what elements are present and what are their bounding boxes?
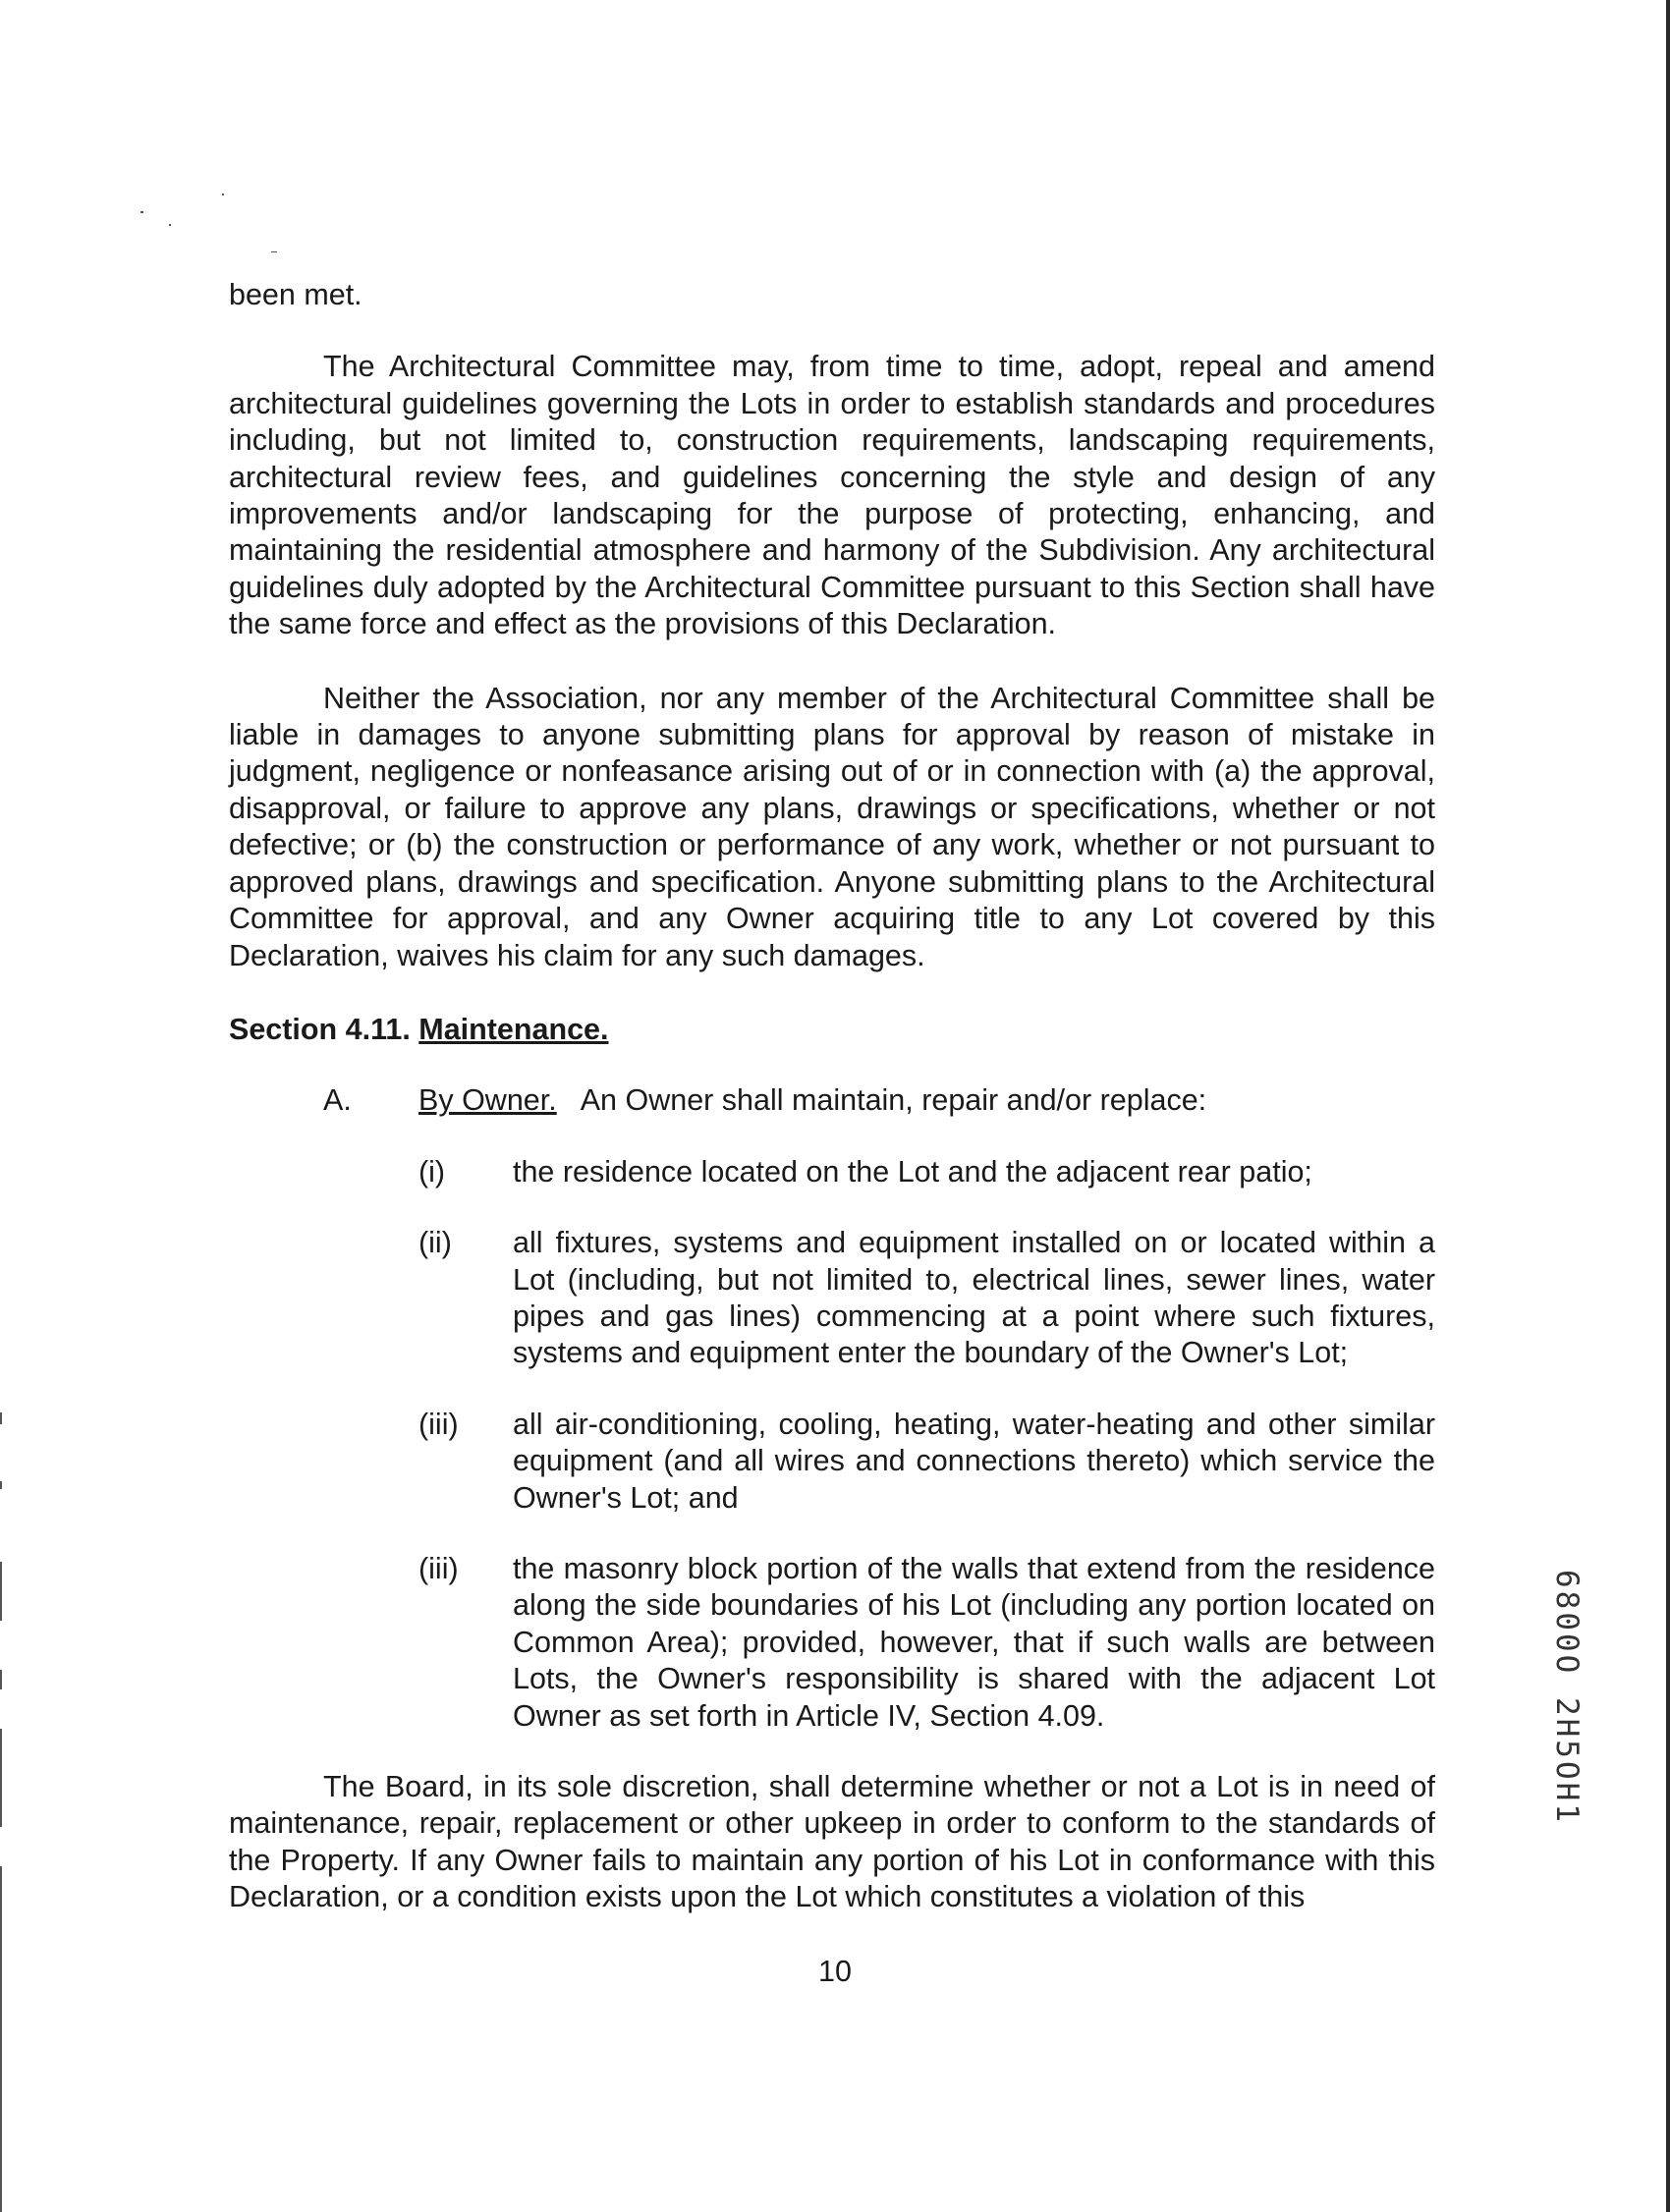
list-item-number: (iii) (418, 1551, 459, 1585)
scan-speck (169, 224, 171, 226)
page-edge-border (1666, 0, 1670, 2212)
list-item (229, 1551, 1435, 1735)
bates-stamp: 6800O 2H5OH1 (1549, 1570, 1585, 1825)
scan-edge-mark (0, 1412, 2, 1424)
list-item (229, 1225, 1435, 1372)
list-item (229, 1407, 1435, 1517)
scan-edge-mark (0, 1481, 2, 1489)
list-item-number: (ii) (418, 1226, 452, 1260)
document-body (229, 277, 1435, 1916)
subsection-letter: A. (323, 1083, 352, 1118)
subsection-title: By Owner. (418, 1083, 557, 1118)
scan-edge-mark (0, 1670, 2, 1689)
list-item-number: (i) (418, 1154, 446, 1189)
list-item-number: (iii) (418, 1407, 459, 1441)
list-item-text: the masonry block portion of the walls that extend from the residence along the side boundaries of his Lot (including any portion located on Common Area); provided, however, that if such walls are between Lots, the Owner's responsibility is shared with the adjacent Lot Owner as set forth in Article IV, Section 4.09. (513, 1551, 1435, 1733)
paragraph-liability: Neither the Association, nor any member of the Architectural Committee shall be liable in damages to anyone submitting plans for approval by reason of mistake in judgment, negligence or nonfeasance arising out of or in connection with (a) the approval, disapproval, or failure to approve any plans, drawings or specifications, whether or not defective; or (b) the construction or performance of any work, whether or not pursuant to approved plans, drawings and specification. Anyone submitting plans to the Architectural Committee for approval, and any Owner acquiring title to any Lot covered by this Declaration, waives his claim for any such damages. (229, 681, 1435, 972)
paragraph-architectural-guidelines: The Architectural Committee may, from time to time, adopt, repeal and amend architectural guidelines governing the Lots in order to establish standards and procedures including, but not limited to, construction requirements, landscaping requirements, architectural review fees, and guidelines concerning the style and design of any improvements and/or landscaping for the purpose of protecting, enhancing, and maintaining the residential atmosphere and harmony of the Subdivision. Any architectural guidelines duly adopted by the Architectural Committee pursuant to this Section shall have the same force and effect as the provisions of this Declaration. (229, 350, 1435, 641)
scan-speck (222, 194, 224, 195)
section-number: Section 4.11. (229, 1012, 411, 1046)
scan-edge-mark (0, 1562, 2, 1621)
paragraph-been-met: been met. (229, 278, 362, 311)
list-item (229, 1154, 1435, 1190)
scan-edge-mark (0, 1866, 2, 2212)
subsection-text: An Owner shall maintain, repair and/or replace: (580, 1083, 1207, 1118)
list-item-text: the residence located on the Lot and the adjacent rear patio; (513, 1154, 1312, 1189)
scan-edge-mark (0, 1729, 2, 1827)
section-title: Maintenance. (418, 1012, 609, 1046)
scan-speck (271, 251, 277, 252)
scan-speck (140, 211, 143, 213)
list-item-text: all air-conditioning, cooling, heating, water-heating and other similar equipment (and all wires and connections thereto) which service the Owner's Lot; and (513, 1407, 1435, 1515)
page-number: 10 (818, 1955, 852, 1988)
subsection-a (229, 1082, 1435, 1119)
paragraph-board: The Board, in its sole discretion, shall determine whether or not a Lot is in need of maintenance, repair, replacement or other upkeep in order to conform to the standards of the Property. If any Owner fails to maintain any portion of his Lot in conformance with this Declaration, or a condition exists upon the Lot which constitutes a violation of this (229, 1770, 1435, 1914)
list-item-text: all fixtures, systems and equipment installed on or located within a Lot (including, but not limited to, electrical lines, sewer lines, water pipes and gas lines) commencing at a point where such fixtures, systems and equipment enter the boundary of the Owner's Lot; (513, 1226, 1435, 1370)
section-heading (229, 1012, 1435, 1048)
